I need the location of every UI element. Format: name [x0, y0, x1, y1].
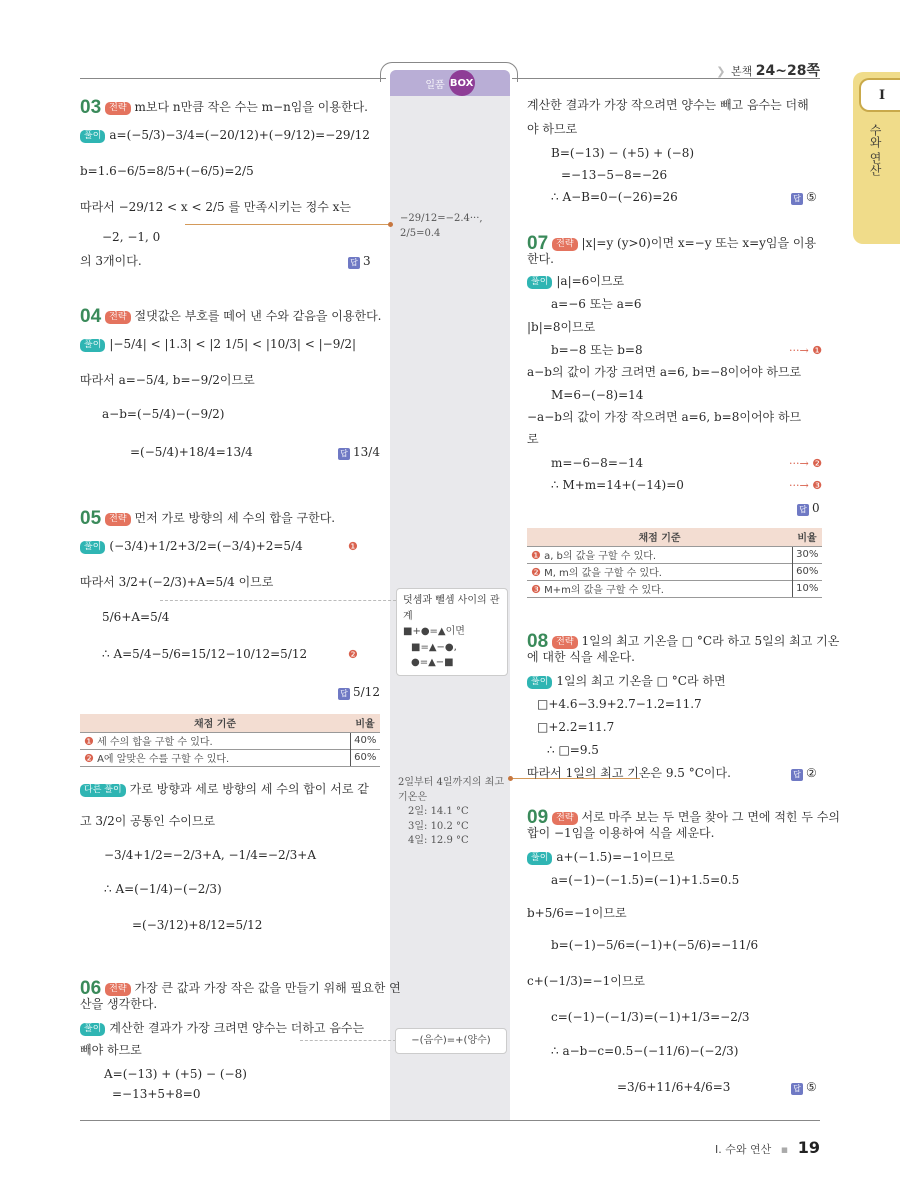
solution-tag: 풀이 — [80, 130, 105, 143]
answer: 답 0 — [797, 499, 820, 517]
footer-section: I. 수와 연산 — [715, 1143, 772, 1156]
answer: 답 13/4 — [338, 443, 380, 461]
leader-dot — [508, 776, 513, 781]
footer-rule — [80, 1120, 820, 1121]
page-number: 19 — [797, 1138, 820, 1157]
score-table-05: 채점 기준 비율 ❶ 세 수의 합을 구할 수 있다. 40% ❷ A에 알맞은 수를 구할 수 있다. 60% — [80, 714, 380, 767]
answer: 답 ② — [791, 764, 817, 782]
answer-tag: 답 — [348, 257, 360, 269]
side-note-1: −29/12=−2.4···, 2/5=0.4 — [400, 213, 483, 239]
reference-pages: ❯ 본책 24~28쪽 — [716, 63, 820, 79]
side-note-4: −(음수)=+(양수) — [395, 1028, 507, 1054]
page-footer — [715, 1138, 820, 1157]
header-rule-left — [80, 78, 386, 79]
chapter-side-tab[interactable] — [853, 72, 900, 244]
score-table-07: 채점 기준 비율 ❶ a, b의 값을 구할 수 있다. 30% ❷ M, m의 값을 구할 수 있다. 60% ❸ M+m의 값을 구할 수 있다. 10% — [527, 528, 822, 598]
answer: 답 ⑤ — [791, 188, 817, 206]
chapter-title: 수와 연산 — [868, 124, 882, 176]
box-label-prefix: 일품 — [425, 79, 445, 91]
answer: 답 ⑤ — [791, 1078, 817, 1096]
box-header — [390, 70, 510, 96]
strategy-tag: 전략 — [105, 102, 130, 115]
answer: 답 5/12 — [338, 683, 380, 701]
leader-line — [300, 1040, 396, 1041]
leader-line — [185, 224, 390, 225]
workbook-page: 일품 BOX ❯ 본책 24~28쪽 I 수와 연산 03 전략 m보다 n만큼 작은 수는 m−n임을 이용한다. 풀이 a=(−5/3)−3/4=(−20/12)+(−9/12)=−29/12 b=1.6−6/5=8/5+(−6/5)=2/5 따라서 −29/12 < x < 2/5 를 만족시키는 정수 x는 −2, −1, 0 의 3개이다. 답 3 −29/12=−2.4···, 2/5=0.4 04 전략 절댓값은 부호를 떼어 낸 수와 같음을 이용한다. 풀이 |−5/4| < |1.3| < |2 1/5| < |10/3| < |−9/2| 따라서 a=−5/4, b=−9/2이므로 a−b=(−5/4)−(−9/2) =(−5/4)+18/4=13/4 답 13/4 05 전략 먼저 가로 방향의 세 수의 합을 구한다. 풀이 (−3/4)+1/2+3/2=(−3/4)+2=5/4 ❶ 따라서 3/2+(−2/3)+A=5/4 이므로 5/6+A=5/4 ∴ A=5/4−5/6=15/12−10/12=5/12 ❷ 답 5/12 덧셈과 뺄셈 사이의 관계 ■+●=▲이면 ■=▲−●, ●=▲−■ 채점 기준 비율 ❶ 세 수의 합을 구할 수 있다. 40% ❷ A에 알맞은 수를 구할 수 있다. 60% 다른 풀이 가로 방향과 세로 방향의 세 수의 합이 서로 같 고 3/2이 공통인 수이므로 −3/4+1/2=−2/3+A, −1/4=−2/3+A ∴ A=(−1/4)−(−2/3) =(−3/12)+8/12=5/12 2일부터 4일까지의 최고 기온은 2일: 14.1 °C 3일: 10.2 °C 4일: 12.9 °C 06 전략 가장 큰 값과 가장 작은 값을 만들기 위해 필요한 연 산을 생각한다. 풀이 계산한 결과가 가장 크려면 양수는 더하고 음수는 빼야 하므로 A=(−13) + (+5) − (−8) =−13+5+8=0 −(음수)=+(양수) 계산한 결과가 가장 작으려면 양수는 빼고 음수는 더해 야 하므로 B=(−13) − (+5) + (−8) =−13−5−8=−26 ∴ A−B=0−(−26)=26 답 ⑤ 07 전략 |x|=y (y>0)이면 x=−y 또는 x=y임을 이용 한다. 풀이 |a|=6이므로 a=−6 또는 a=6 |b|=8이므로 b=−8 또는 b=8 ···→ ❶ a−b의 값이 가장 크려면 a=6, b=−8이어야 하므로 M=6−(−8)=14 −a−b의 값이 가장 작으려면 a=6, b=8이어야 하므 로 m=−6−8=−14 ···→ ❷ ∴ M+m=14+(−14)=0 ···→ ❸ 답 0 채점 기준 비율 ❶ a, b의 값을 구할 수 있다. 30% ❷ M, m의 값을 구할 수 있다. 60% ❸ M+m의 값을 구할 수 있다. 10% 08 전략 1일의 최고 기온을 □ °C라 하고 5일의 최고 기온 에 대한 식을 세운다. 풀이 1일의 최고 기온을 □ °C라 하면 □+4.6−3.9+2.7−1.2=11.7 □+2.2=11.7 ∴ □=9.5 따라서 1일의 최고 기온은 9.5 °C이다. 답 ② 09 전략 서로 마주 보는 두 면을 찾아 그 면에 적힌 두 수의 합이 −1임을 이용하여 식을 세운다. 풀이 a+(−1.5)=−1이므로 a=(−1)−(−1.5)=(−1)+1.5=0.5 b+5/6=−1이므로 b=(−1)−5/6=(−1)+(−5/6)=−11/6 c+(−1/3)=−1이므로 c=(−1)−(−1/3)=(−1)+1/3=−2/3 ∴ a−b−c=0.5−(−11/6)−(−2/3) =3/6+11/6+4/6=3 답 ⑤ I. 수와 연산 ▪ 19 — [0, 0, 900, 1200]
box-badge: BOX — [449, 70, 475, 96]
side-note-3: 2일부터 4일까지의 최고 기온은 2일: 14.1 °C 3일: 10.2 °C 4일: 12.9 °C — [398, 777, 505, 846]
side-note-2: 덧셈과 뺄셈 사이의 관계 ■+●=▲이면 ■=▲−●, ●=▲−■ — [396, 588, 508, 676]
alternate-tag: 다른 풀이 — [80, 784, 126, 797]
answer: 답 3 — [348, 252, 371, 270]
leader-dot — [388, 222, 393, 227]
bullet-icon: ▪ — [780, 1143, 789, 1156]
leader-line — [160, 600, 396, 601]
chevron-right-icon: ❯ — [716, 65, 726, 78]
chapter-roman: I — [859, 78, 900, 112]
